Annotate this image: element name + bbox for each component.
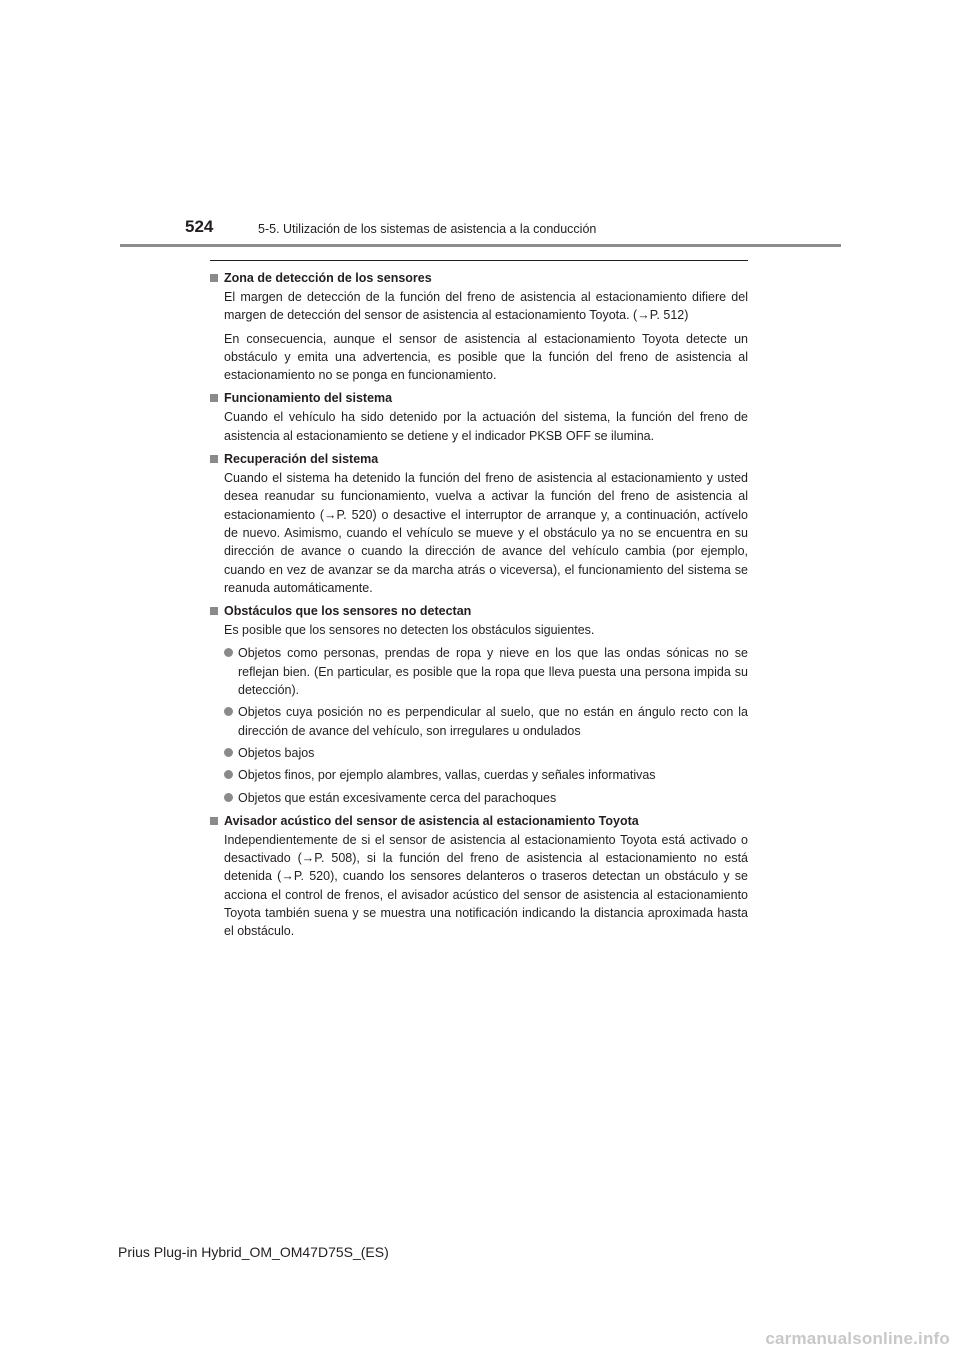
- heading-text: Avisador acústico del sensor de asistencia al estacionamiento Toyota: [224, 813, 639, 828]
- round-bullet-icon: [224, 748, 233, 757]
- watermark: carmanualsonline.info: [765, 1329, 950, 1348]
- section-undetected-obstacles: [210, 602, 748, 807]
- paragraph: Independientemente de si el sensor de asistencia al estacionamiento Toyota está activado o desactivado (→P. 508), si la función del freno de asistencia al estacionamiento no está detenida (→P. 520), cuando los sensores delanteros o traseros detectan un obstáculo y se acciona el control de frenos, el avisador acústico del sensor de asistencia al estacionamiento Toyota también suena y se muestra una notificación indicando la distancia aproximada hasta el obstáculo.: [224, 832, 748, 939]
- section-heading: [210, 269, 748, 287]
- list-item: [224, 644, 748, 699]
- square-bullet-icon: [210, 455, 218, 463]
- list-item-text: Objetos bajos: [238, 745, 315, 760]
- section-system-recovery: [210, 450, 748, 597]
- section-heading: [210, 450, 748, 468]
- paragraph: Cuando el sistema ha detenido la función del freno de asistencia al estacionamiento y usted desea reanudar su funcionamiento, vuelva a activar la función del freno de asistencia al estacionamiento (→P. 520) o desactive el interruptor de arranque y, a continuación, actívelo de nuevo. Asimismo, cuando el vehículo se mueve y el obstáculo ya no se encuentra en su dirección de avance o cuando la dirección de avance del vehículo cambia (por ejemplo, cuando en vez de avanzar se da marcha atrás o viceversa), el funcionamiento del sistema se reanuda automáticamente.: [224, 471, 748, 595]
- section-heading: [210, 389, 748, 407]
- list-item-text: Objetos que están excesivamente cerca del parachoques: [238, 790, 557, 805]
- section-heading: [210, 812, 748, 830]
- page-number: 524: [185, 217, 214, 236]
- bullet-list: [210, 644, 748, 806]
- footer-document-id: Prius Plug-in Hybrid_OM_OM47D75S_(ES): [118, 1244, 389, 1260]
- square-bullet-icon: [210, 274, 218, 282]
- paragraph: Cuando el vehículo ha sido detenido por la actuación del sistema, la función del freno de asistencia al estacionamiento se detiene y el indicador PKSB OFF se ilumina.: [224, 410, 748, 443]
- section-system-operation: [210, 389, 748, 445]
- paragraph: En consecuencia, aunque el sensor de asistencia al estacionamiento Toyota detecte un obstáculo y emita una advertencia, es posible que la función del freno de asistencia al estacionamiento no se ponga en funcionamiento.: [224, 331, 748, 383]
- square-bullet-icon: [210, 817, 218, 825]
- paragraph: Es posible que los sensores no detecten los obstáculos siguientes.: [224, 623, 595, 638]
- list-item-text: Objetos como personas, prendas de ropa y nieve en los que las ondas sónicas no se reflejan bien. (En particular, es posible que la ropa que lleva puesta una persona impida su detección).: [238, 646, 748, 698]
- list-item: [224, 789, 748, 807]
- round-bullet-icon: [224, 648, 233, 657]
- list-item: [224, 703, 748, 740]
- section-detection-zone: [210, 269, 748, 384]
- heading-text: Funcionamiento del sistema: [224, 391, 393, 406]
- heading-text: Obstáculos que los sensores no detectan: [224, 604, 472, 619]
- list-item-text: Objetos cuya posición no es perpendicular al suelo, que no están en ángulo recto con la dirección de avance del vehículo, son irregulares u ondulados: [238, 705, 748, 738]
- list-item: [224, 744, 748, 762]
- section-heading: [210, 602, 748, 620]
- heading-text: Zona de detección de los sensores: [224, 271, 432, 285]
- section-buzzer: [210, 812, 748, 941]
- section-title: 5-5. Utilización de los sistemas de asistencia a la conducción: [258, 222, 597, 236]
- header-divider: [120, 244, 841, 247]
- square-bullet-icon: [210, 607, 218, 615]
- square-bullet-icon: [210, 394, 218, 402]
- round-bullet-icon: [224, 707, 233, 716]
- paragraph: El margen de detección de la función del freno de asistencia al estacionamiento difiere del margen de detección del sensor de asistencia al estacionamiento Toyota. (→P. 512): [224, 290, 748, 323]
- heading-text: Recuperación del sistema: [224, 452, 379, 467]
- round-bullet-icon: [224, 793, 233, 802]
- round-bullet-icon: [224, 770, 233, 779]
- list-item: [224, 766, 748, 784]
- content-area: [210, 260, 748, 946]
- list-item-text: Objetos finos, por ejemplo alambres, vallas, cuerdas y señales informativas: [238, 768, 656, 783]
